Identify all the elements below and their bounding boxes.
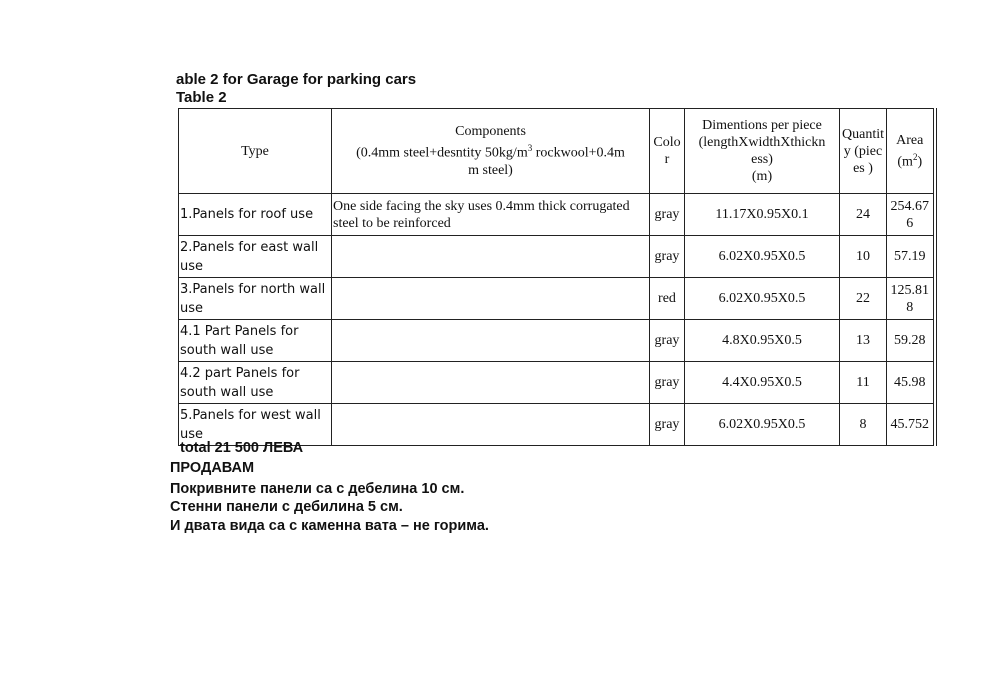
table-row	[179, 236, 935, 278]
header-color: Colo r	[650, 109, 685, 194]
cell-dimensions: 4.8X0.95X0.5	[685, 320, 840, 362]
table-row	[179, 362, 935, 404]
cell-color: gray	[650, 320, 685, 362]
table-row	[179, 320, 935, 362]
total-price: total 21 500 ЛЕВА	[180, 440, 304, 456]
header-area: Area $(m^2)$	[887, 109, 935, 194]
cell-color: gray	[650, 194, 685, 236]
cell-components	[332, 278, 650, 320]
cell-color: red	[650, 278, 685, 320]
header-type: Type	[179, 109, 332, 194]
table-row	[179, 194, 935, 236]
table-caption: Table 2	[176, 89, 227, 106]
header-quantity: Quantit y (pieces )	[840, 109, 887, 194]
document-title: able 2 for Garage for parking cars	[176, 71, 417, 88]
header-dimensions: Dimentions per piece (lengthXwidthXthickn ess) (m)	[685, 109, 840, 194]
cell-type: 5.Panels for west wall use	[179, 404, 332, 446]
cell-quantity: 24	[840, 194, 887, 236]
table-header-row	[179, 109, 935, 194]
cell-type: 3.Panels for north wall use	[179, 278, 332, 320]
cell-color: gray	[650, 362, 685, 404]
cell-components	[332, 320, 650, 362]
cell-area: 45.98	[887, 362, 935, 404]
wall-panel-note: Стенни панели с дебилина 5 см.	[170, 499, 403, 515]
header-components: Components (0.4mm steel+desntity $50kg/m^3$ rockwool+0.4m m steel)	[332, 109, 650, 194]
cell-area: 57.19	[887, 236, 935, 278]
cell-components: One side facing the sky uses 0.4mm thick corrugated steel to be reinforced	[332, 194, 650, 236]
cell-components	[332, 404, 650, 446]
cell-type: 2.Panels for east wall use	[179, 236, 332, 278]
cell-quantity: 11	[840, 362, 887, 404]
cell-type: 4.1 Part Panels for south wall use	[179, 320, 332, 362]
panel-spec-table	[178, 108, 937, 446]
cell-components	[332, 362, 650, 404]
insulation-note: И двата вида са с каменна вата – не горима.	[170, 518, 489, 534]
cell-components	[332, 236, 650, 278]
cell-quantity: 8	[840, 404, 887, 446]
cell-area: 125.81 8	[887, 278, 935, 320]
cell-area: 254.67 6	[887, 194, 935, 236]
table-row	[179, 278, 935, 320]
cell-dimensions: 4.4X0.95X0.5	[685, 362, 840, 404]
cell-area: 59.28	[887, 320, 935, 362]
cell-color: gray	[650, 404, 685, 446]
cell-dimensions: 6.02X0.95X0.5	[685, 404, 840, 446]
cell-quantity: 13	[840, 320, 887, 362]
roof-panel-note: Покривните панели са с дебелина 10 см.	[170, 481, 465, 497]
cell-type: 4.2 part Panels for south wall use	[179, 362, 332, 404]
cell-dimensions: 6.02X0.95X0.5	[685, 278, 840, 320]
cell-dimensions: 6.02X0.95X0.5	[685, 236, 840, 278]
sale-heading: ПРОДАВАМ	[170, 460, 255, 476]
cell-color: gray	[650, 236, 685, 278]
cell-type: 1.Panels for roof use	[179, 194, 332, 236]
cell-dimensions: 11.17X0.95X0.1	[685, 194, 840, 236]
cell-quantity: 10	[840, 236, 887, 278]
cell-quantity: 22	[840, 278, 887, 320]
cell-area: 45.752	[887, 404, 935, 446]
